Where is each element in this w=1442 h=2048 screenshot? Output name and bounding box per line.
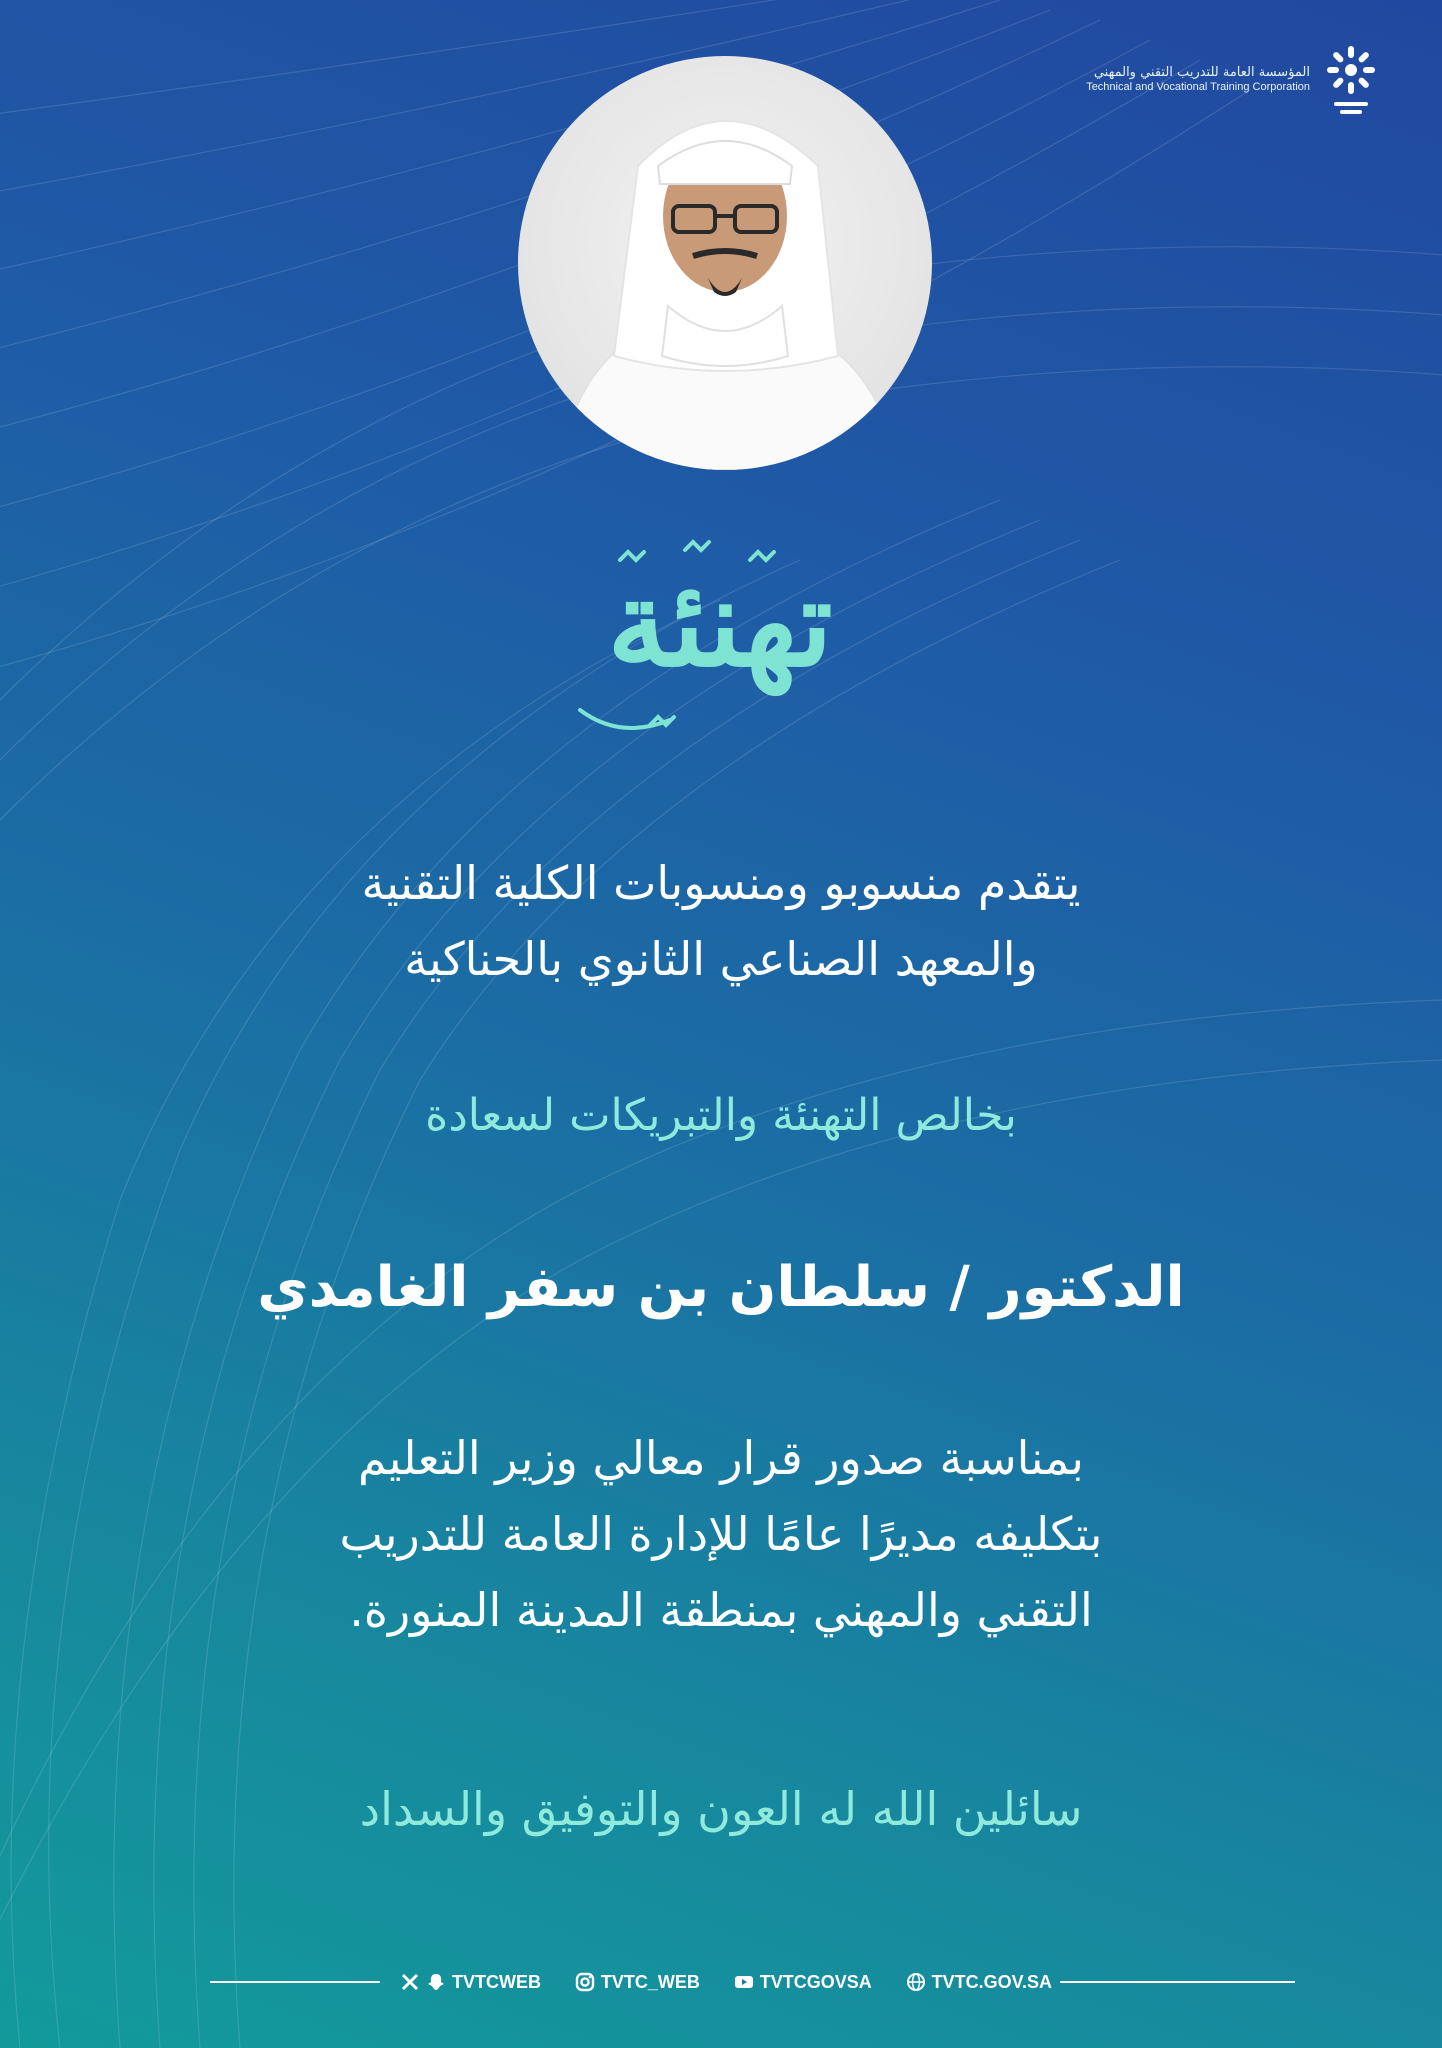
- footer-youtube[interactable]: [734, 1972, 872, 1993]
- occasion-line-3: التقني والمهني بمنطقة المدينة المنورة.: [349, 1583, 1093, 1637]
- footer-instagram[interactable]: [575, 1972, 700, 1993]
- youtube-icon: [734, 1972, 754, 1992]
- footer-x-snapchat[interactable]: [400, 1972, 541, 1993]
- occasion-text: [180, 1420, 1262, 1648]
- intro-text: [180, 845, 1262, 997]
- occasion-line-2: بتكليفه مديرًا عامًا للإدارة العامة للتدريب: [339, 1507, 1103, 1561]
- instagram-icon: [575, 1972, 595, 1992]
- congratulations-heading: [500, 520, 940, 750]
- intro-line-1: يتقدم منسوبو ومنسوبات الكلية التقنية: [361, 856, 1081, 910]
- portrait-photo: [518, 56, 932, 470]
- footer-instagram-handle: TVTC_WEB: [600, 1971, 700, 1992]
- footer-website[interactable]: [906, 1972, 1052, 1993]
- logo-arabic-name: المؤسسة العامة للتدريب التقني والمهني: [1093, 65, 1310, 80]
- footer-social-bar: [0, 1962, 1442, 2002]
- intro-line-2: والمعهد الصناعي الثانوي بالحناكية: [404, 932, 1038, 986]
- tvtc-star-logo-icon: [1320, 40, 1382, 120]
- occasion-line-1: بمناسبة صدور قرار معالي وزير التعليم: [358, 1431, 1084, 1485]
- snapchat-icon: [426, 1972, 446, 1992]
- globe-icon: [906, 1972, 926, 1992]
- footer-x-handle: TVTCWEB: [452, 1971, 541, 1992]
- footer-divider-left: [210, 1981, 380, 1983]
- footer-divider-right: [1060, 1981, 1295, 1983]
- tvtc-logo: [1086, 40, 1382, 120]
- greeting-text: بخالص التهنئة والتبريكات لسعادة: [425, 1090, 1017, 1141]
- prayer-text: سائلين الله له العون والتوفيق والسداد: [359, 1782, 1083, 1836]
- honoree-name: الدكتور / سلطان بن سفر الغامدي: [257, 1255, 1185, 1320]
- heading-title: تهنئة: [607, 553, 833, 694]
- x-icon: [400, 1972, 420, 1992]
- footer-youtube-handle: TVTCGOVSA: [759, 1971, 872, 1992]
- footer-website-url: TVTC.GOV.SA: [931, 1971, 1052, 1992]
- logo-english-name: Technical and Vocational Training Corporation: [1086, 81, 1310, 94]
- person-portrait-icon: [518, 56, 932, 470]
